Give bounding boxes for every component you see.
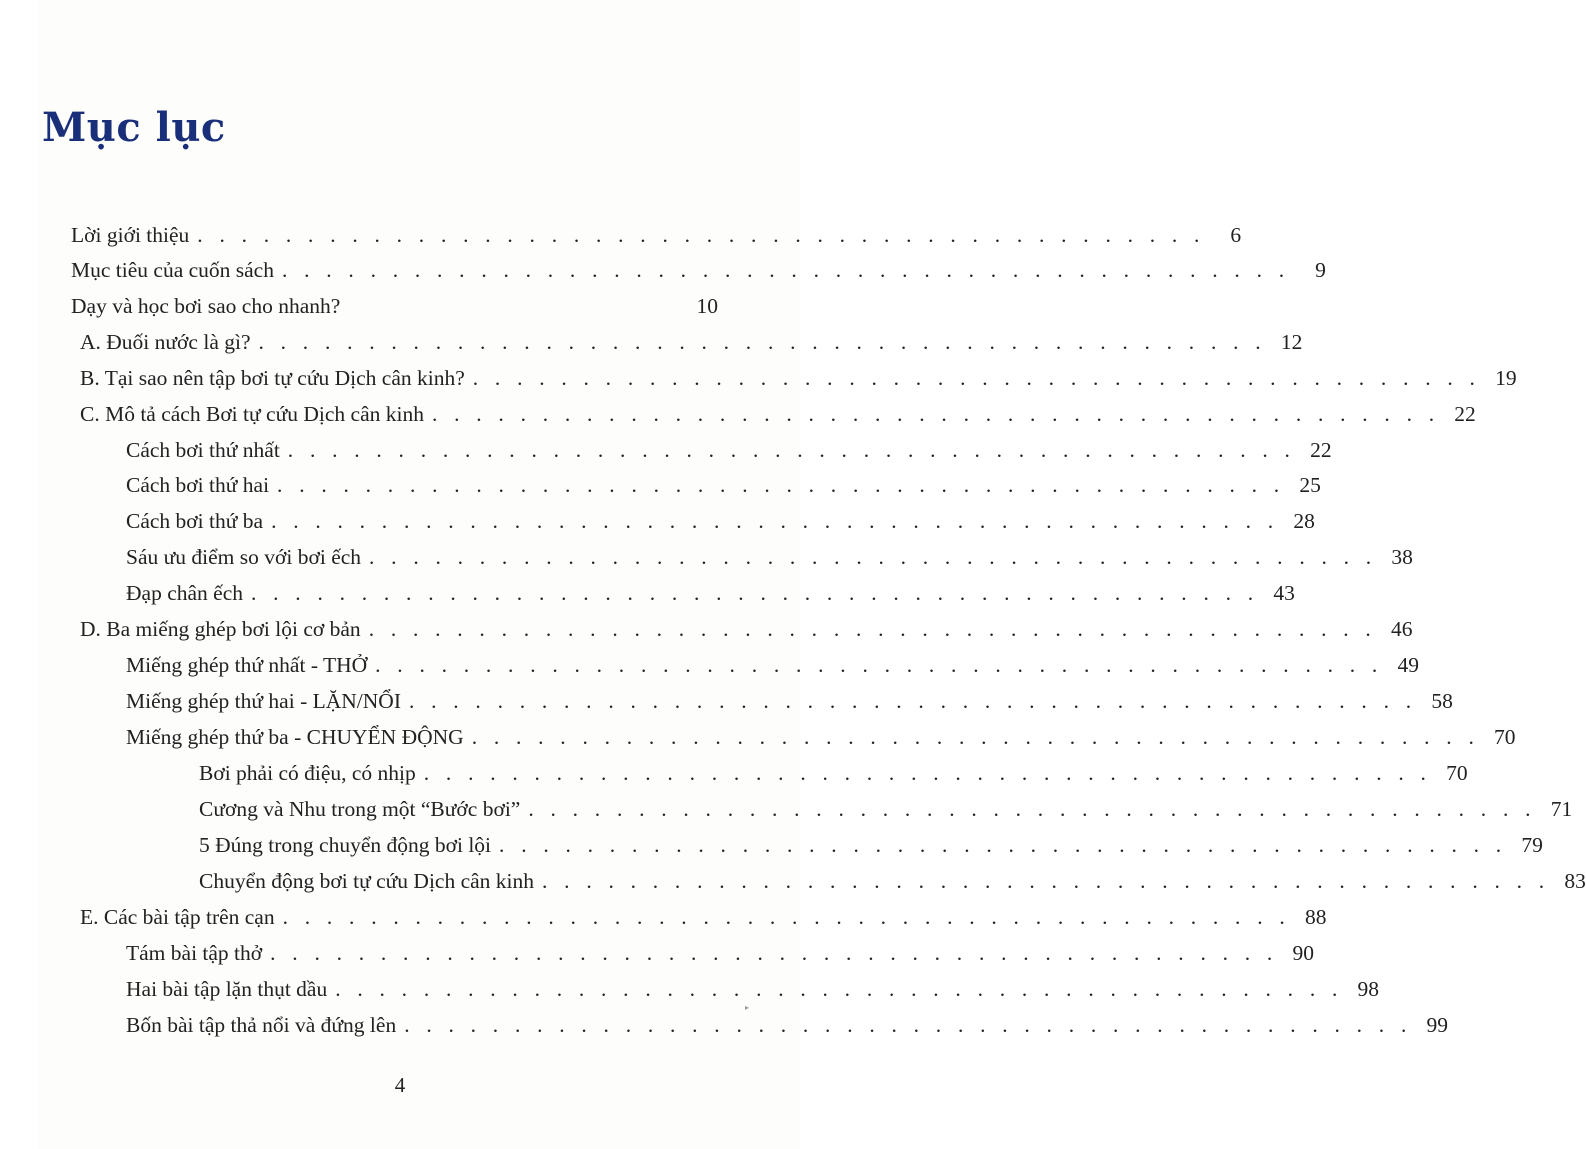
toc-entry-page: 98 [1357, 977, 1380, 1001]
toc-entry [126, 473, 1321, 503]
dot-leader: . . . . . . . . . . . . . . . . . . . . . . . . . . . . . . . . . . . . . . . . . . . . . . [528, 797, 1537, 821]
toc-entry-label: Cách bơi thứ ba [126, 509, 264, 533]
toc-entry-page: 49 [1397, 653, 1419, 677]
toc-entry-page: 9 [1315, 258, 1326, 282]
toc-entry [126, 509, 1315, 539]
toc-entry-page: 88 [1304, 905, 1327, 929]
toc-entry [126, 689, 1453, 719]
toc-entry-page: 38 [1391, 545, 1413, 569]
dot-leader: . . . . . . . . . . . . . . . . . . . . . . . . . . . . . . . . . . . . . . . . . . . . . . [471, 725, 1480, 749]
toc-entry [126, 725, 1516, 755]
toc-entry [199, 797, 1573, 827]
toc-entry-label: Bốn bài tập thả nổi và đứng lên [126, 1013, 397, 1037]
toc-entry-label: D. Ba miếng ghép bơi lội cơ bản [80, 617, 361, 641]
toc-entry [126, 438, 1332, 468]
toc-entry-page: 90 [1292, 941, 1314, 965]
page-number: 4 [394, 1073, 406, 1097]
dot-leader: . . . . . . . . . . . . . . . . . . . . . . . . . . . . . . . . . . . . . . . . . . . . . . [472, 366, 1481, 390]
toc-entry [80, 617, 1413, 647]
toc-entry [126, 653, 1419, 683]
dot-leader: . . . . . . . . . . . . . . . . . . . . . . . . . . . . . . . . . . . . . . . . . . . . . . [542, 869, 1550, 893]
toc-entry [71, 258, 1326, 288]
toc-entry-label: Miếng ghép thứ hai - LẶN/NỔI [126, 689, 401, 713]
toc-entry-label: 5 Đúng trong chuyển động bơi lội [199, 833, 492, 857]
toc-entry-label: Cách bơi thứ nhất [126, 438, 280, 462]
page-title: Mục lục [42, 104, 226, 151]
toc-entry-label: Tám bài tập thở [126, 941, 263, 965]
toc-entry-page: 43 [1273, 581, 1295, 605]
toc-entry [126, 977, 1380, 1007]
toc-entry-label: Lời giới thiệu [71, 223, 190, 247]
dot-leader: . . . . . . . . . . . . . . . . . . . . . . . . . . . . . . . . . . . . . . . . . . . . . . [197, 223, 1206, 247]
toc-entry-label: Miếng ghép thứ nhất - THỞ [126, 653, 368, 677]
toc-entry [199, 869, 1586, 899]
dot-leader: . . . . . . . . . . . . . . . . . . . . . . . . . . . . . . . . . . . . . . . . . . . . . . [431, 402, 1440, 426]
toc-entry-page: 22 [1310, 438, 1332, 462]
dot-leader: . . . . . . . . . . . . . . . . . . . . . . . . . . . . . . . . . . . . . . . . . . . . . . [335, 977, 1344, 1001]
toc-entry [71, 223, 1242, 253]
toc-entry [126, 581, 1295, 611]
toc-entry [80, 366, 1517, 396]
toc-entry-page: 70 [1446, 761, 1468, 785]
toc-entry-page: 6 [1230, 223, 1242, 247]
margin-mark: ▸ [745, 1003, 750, 1012]
toc-entry [80, 905, 1327, 935]
toc-entry-label: E. Các bài tập trên cạn [80, 905, 275, 929]
dot-leader: . . . . . . . . . . . . . . . . . . . . . . . . . . . . . . . . . . . . . . . . . . . . . . [375, 653, 1383, 677]
toc-entry-page: 28 [1293, 509, 1315, 533]
toc-entry-label: Bơi phải có điệu, có nhịp [199, 761, 416, 785]
toc-entry-page: 22 [1454, 402, 1476, 426]
toc-entry-label: Mục tiêu của cuốn sách [71, 258, 274, 282]
toc-entry-label: Cương và Nhu trong một “Bước bơi” [199, 797, 521, 821]
toc-entry-page: 19 [1495, 366, 1517, 390]
dot-leader: . . . . . . . . . . . . . . . . . . . . . . . . . . . . . . . . . . . . . . . . . . . . . . [408, 689, 1417, 713]
toc-entry [199, 833, 1543, 863]
dot-leader: . . . . . . . . . . . . . . . . . . . . . . . . . . . . . . . . . . . . . . . . . . . . . . [404, 1013, 1413, 1037]
dot-leader: . . . . . . . . . . . . . . . . . . . . . . . . . . . . . . . . . . . . . . . . . . . . . . [369, 545, 1377, 569]
toc-entry-label: Miếng ghép thứ ba - CHUYỂN ĐỘNG [126, 725, 464, 749]
toc-entry-label: Đạp chân ếch [126, 581, 243, 605]
toc-entry [126, 1013, 1449, 1043]
dot-leader: . . . . . . . . . . . . . . . . . . . . . . . . . . . . . . . . . . . . . . . . . . . . . . [368, 617, 1377, 641]
dot-leader: . . . . . . . . . . . . . . . . . . . . . . . . . . . . . . . . . . . . . . . . . . . . . . [287, 438, 1296, 462]
toc-entry-page: 12 [1280, 330, 1303, 354]
dot-leader: . . . . . . . . . . . . . . . . . . . . . . . . . . . . . . . . . . . . . . . . . . . . . . [499, 833, 1507, 857]
dot-leader: . . . . . . . . . . . . . . . . . . . . . . . . . . . . . . . . . . . . . . . . . . . . . . [270, 941, 1278, 965]
toc-entry [80, 330, 1303, 360]
dot-leader: . . . . . . . . . . . . . . . . . . . . . . . . . . . . . . . . . . . . . . . . . . . . . . [258, 330, 1267, 354]
toc-entry [126, 545, 1413, 575]
toc-entry-page: 46 [1391, 617, 1413, 641]
toc-entry-label: Sáu ưu điểm so với bơi ếch [126, 545, 362, 569]
dot-leader: . . . . . . . . . . . . . . . . . . . . . . . . . . . . . . . . . . . . . . . . . . . . . . [277, 473, 1285, 497]
dot-leader: . . . . . . . . . . . . . . . . . . . . . . . . . . . . . . . . . . . . . . . . . . . . . . [282, 905, 1291, 929]
toc-entry [126, 941, 1314, 971]
toc-entry [71, 294, 718, 324]
toc-entry-label: C. Mô tả cách Bơi tự cứu Dịch cân kinh [80, 402, 424, 426]
toc-entry-page: 83 [1564, 869, 1586, 893]
dot-leader: . . . . . . . . . . . . . . . . . . . . . . . . . . . . . . . . . . . . . . . . . . . . . . [251, 581, 1259, 605]
toc-entry-label: Dạy và học bơi sao cho nhanh? [71, 294, 341, 318]
dot-leader: . . . . . . . . . . . . . . . . . . . . . . . . . . . . . . . . . . . . . . . . . . . . . . [281, 258, 1290, 282]
toc-entry-page: 58 [1431, 689, 1453, 713]
toc-entry [80, 402, 1476, 432]
toc-entry-page: 70 [1494, 725, 1516, 749]
toc-entry-label: Hai bài tập lặn thụt dầu [126, 977, 328, 1001]
dot-leader: . . . . . . . . . . . . . . . . . . . . . . . . . . . . . . . . . . . . . . . . . . . . . . [271, 509, 1279, 533]
toc-entry-label: Cách bơi thứ hai [126, 473, 270, 497]
toc-entry-page: 25 [1299, 473, 1321, 497]
dot-leader: . . . . . . . . . . . . . . . . . . . . . . . . . . . . . . . . . . . . . . . . . . . . . . [423, 761, 1432, 785]
toc-entry [199, 761, 1468, 791]
toc-entry-page: 71 [1550, 797, 1573, 821]
toc-entry-label: Chuyển động bơi tự cứu Dịch cân kinh [199, 869, 535, 893]
toc-entry-label: B. Tại sao nên tập bơi tự cứu Dịch cân kinh? [80, 366, 465, 390]
toc-entry-page: 99 [1426, 1013, 1449, 1037]
toc-entry-page: 79 [1521, 833, 1543, 857]
toc-entry-label: A. Đuối nước là gì? [80, 330, 251, 354]
toc-entry-page: 10 [696, 294, 718, 318]
